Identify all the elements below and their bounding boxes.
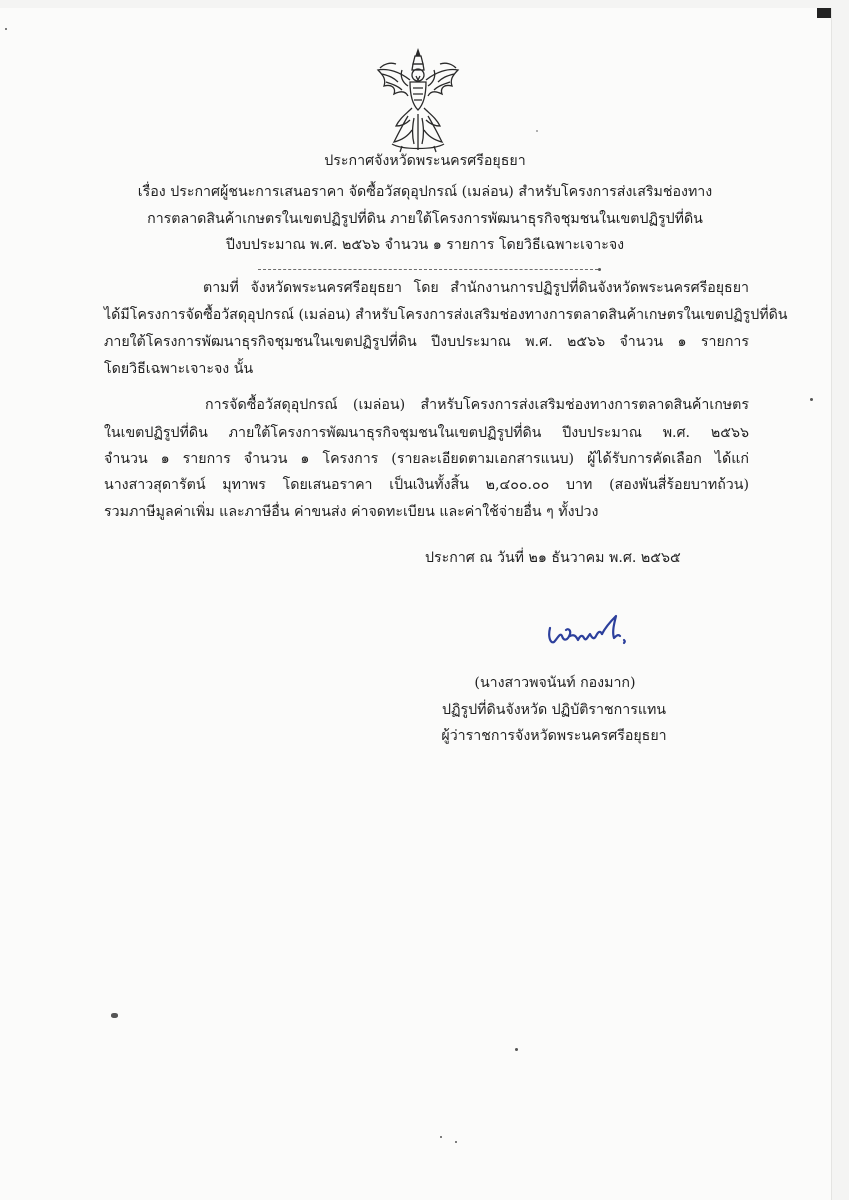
signatory-position-1: ปฏิรูปที่ดินจังหวัด ปฏิบัติราชการแทน <box>441 702 667 718</box>
scan-speck <box>111 1013 118 1018</box>
scan-speck <box>536 130 538 132</box>
subject-line-1: เรื่อง ประกาศผู้ชนะการเสนอราคา จัดซื้อวัสดุอุปกรณ์ (เมล่อน) สำหรับโครงการส่งเสริมช่องทาง <box>137 184 713 200</box>
paragraph1-line2: ได้มีโครงการจัดซื้อวัสดุอุปกรณ์ (เมล่อน) สำหรับโครงการส่งเสริมช่องทางการตลาดสินค้าเกษตรในเขตปฏิรูปที่ดิน <box>104 307 788 323</box>
paragraph2-line5: รวมภาษีมูลค่าเพิ่ม และภาษีอื่น ค่าขนส่ง ค่าจดทะเบียน และค่าใช้จ่ายอื่น ๆ ทั้งปวง <box>104 504 599 520</box>
scan-speck <box>810 398 813 401</box>
garuda-emblem-icon <box>372 46 464 154</box>
subject-line-3: ปีงบประมาณ พ.ศ. ๒๕๖๖ จำนวน ๑ รายการ โดยวิธีเฉพาะเจาะจง <box>225 237 625 253</box>
paragraph2-line2: ในเขตปฏิรูปที่ดิน ภายใต้โครงการพัฒนาธุรกิจชุมชนในเขตปฏิรูปที่ดิน ปีงบประมาณ พ.ศ. ๒๕๖๖ <box>104 425 749 441</box>
announcement-title: ประกาศจังหวัดพระนครศรีอยุธยา <box>324 153 526 169</box>
scan-edge-mark <box>817 8 831 18</box>
signatory-position-2: ผู้ว่าราชการจังหวัดพระนครศรีอยุธยา <box>441 728 667 744</box>
paragraph2-line1: การจัดซื้อวัสดุอุปกรณ์ (เมล่อน) สำหรับโครงการส่งเสริมช่องทางการตลาดสินค้าเกษตร <box>205 397 749 413</box>
scan-speck <box>515 1048 518 1051</box>
scan-speck <box>455 1141 457 1143</box>
scan-speck <box>440 1136 442 1138</box>
document-page <box>0 8 831 1200</box>
signature-icon <box>540 606 638 654</box>
paragraph1-line1: ตามที่ จังหวัดพระนครศรีอยุธยา โดย สำนักงานการปฏิรูปที่ดินจังหวัดพระนครศรีอยุธยา <box>203 280 749 296</box>
paragraph2-line4: นางสาวสุดารัตน์ มุทาพร โดยเสนอราคา เป็นเงินทั้งสิ้น ๒,๔๐๐.๐๐ บาท (สองพันสี่ร้อยบาทถ้วน) <box>104 477 749 493</box>
announcement-date: ประกาศ ณ วันที่ ๒๑ ธันวาคม พ.ศ. ๒๕๖๕ <box>425 550 681 566</box>
header-divider <box>258 269 598 270</box>
signatory-name: (นางสาวพจนันท์ กองมาก) <box>474 675 636 691</box>
scan-speck <box>598 268 601 271</box>
subject-line-2: การตลาดสินค้าเกษตรในเขตปฏิรูปที่ดิน ภายใต้โครงการพัฒนาธุรกิจชุมชนในเขตปฏิรูปที่ดิน <box>147 211 703 227</box>
paragraph2-line3: จำนวน ๑ รายการ จำนวน ๑ โครงการ (รายละเอียดตามเอกสารแนบ) ผู้ได้รับการคัดเลือก ได้แก่ <box>104 451 749 467</box>
scan-speck <box>5 28 7 30</box>
paragraph1-line3: ภายใต้โครงการพัฒนาธุรกิจชุมชนในเขตปฏิรูปที่ดิน ปีงบประมาณ พ.ศ. ๒๕๖๖ จำนวน ๑ รายการ <box>104 334 749 350</box>
paragraph1-line4: โดยวิธีเฉพาะเจาะจง นั้น <box>104 361 254 377</box>
